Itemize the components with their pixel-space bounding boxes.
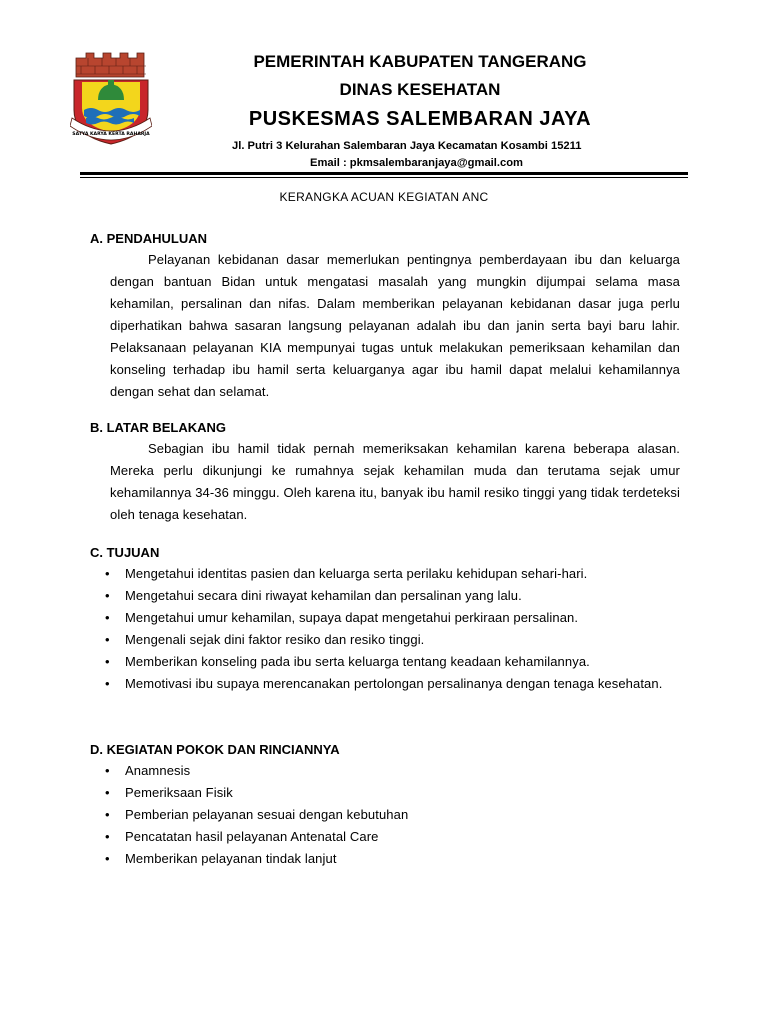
section-heading: D. KEGIATAN POKOK DAN RINCIANNYA — [90, 742, 340, 757]
bullet-icon: • — [105, 851, 110, 866]
section-paragraph: Pelayanan kebidanan dasar memerlukan pentingnya pemberdayaan ibu dan keluarga dengan bantuan Bidan untuk mengatasi masalah yang mungkin dijumpai selama masa kehamilan, persalinan dan nifas. Dalam memberikan pelayanan kebidanan dasar juga perlu diperhatikan bahwa sasaran langsung pelayanan adalah ibu dan janin serta bayi baru lahir. Pelaksanaan pelayanan KIA mempunyai tugas untuk melakukan pemeriksaan kehamilan dan konseling terhadap ibu hamil serta keluarganya agar ibu hamil dapat melalui kehamilannya dengan sehat dan selamat. — [110, 252, 680, 399]
list-item — [105, 804, 680, 826]
letterhead-email: Email : pkmsalembaranjaya@gmail.com — [310, 157, 523, 169]
letterhead-address: Jl. Putri 3 Kelurahan Salembaran Jaya Kecamatan Kosambi 15211 — [232, 140, 582, 152]
list-item-text: Memberikan konseling pada ibu serta keluarga tentang keadaan kehamilannya. — [125, 654, 590, 669]
section-kegiatan-pokok — [90, 740, 680, 870]
list-item — [105, 563, 680, 585]
list-item-text: Pencatatan hasil pelayanan Antenatal Care — [125, 829, 379, 844]
list-item — [105, 673, 680, 695]
list-item — [105, 607, 680, 629]
bullet-icon: • — [105, 676, 110, 691]
list-item — [105, 585, 680, 607]
bullet-icon: • — [105, 654, 110, 669]
list-item — [105, 826, 680, 848]
section-tujuan — [90, 543, 680, 695]
section-heading: B. LATAR BELAKANG — [90, 420, 227, 435]
list-item-text: Anamnesis — [125, 763, 191, 778]
section-pendahuluan — [90, 229, 680, 403]
list-item-text: Mengetahui secara dini riwayat kehamilan dan persalinan yang lalu. — [125, 588, 522, 603]
section-latar-belakang — [90, 418, 680, 526]
letterhead-divider-thick — [80, 172, 688, 175]
list-item — [105, 782, 680, 804]
section-paragraph: Sebagian ibu hamil tidak pernah memeriksakan kehamilan karena beberapa alasan. Mereka perlu dikunjungi ke rumahnya sejak kehamilan muda dan terutama sejak umur kehamilannya 34-36 minggu. Oleh karena itu, banyak ibu hamil resiko tinggi yang tidak terdeteksi oleh tenaga kesehatan. — [110, 441, 680, 522]
bullet-icon: • — [105, 763, 110, 778]
list-item — [105, 760, 680, 782]
bullet-icon: • — [105, 807, 110, 822]
bullet-icon: • — [105, 829, 110, 844]
list-item-text: Mengenali sejak dini faktor resiko dan resiko tinggi. — [125, 632, 425, 647]
list-item-text: Memberikan pelayanan tindak lanjut — [125, 851, 337, 866]
letterhead-puskesmas-title: PUSKESMAS SALEMBARAN JAYA — [248, 108, 592, 130]
bullet-icon: • — [105, 632, 110, 647]
list-item — [105, 848, 680, 870]
section-heading: C. TUJUAN — [90, 545, 160, 560]
list-item-text: Mengetahui umur kehamilan, supaya dapat mengetahui perkiraan persalinan. — [125, 610, 579, 625]
list-item — [105, 629, 680, 651]
tujuan-list — [90, 563, 680, 695]
bullet-icon: • — [105, 588, 110, 603]
list-item-text: Memotivasi ibu supaya merencanakan pertolongan persalinanya dengan tenaga kesehatan. — [125, 676, 663, 691]
bullet-icon: • — [105, 610, 110, 625]
kegiatan-list — [90, 760, 680, 870]
list-item-text: Pemberian pelayanan sesuai dengan kebutuhan — [125, 807, 409, 822]
logo-motto-text: SATYA KARYA KERTA RAHARJA — [72, 132, 150, 137]
letterhead-divider-thin — [80, 177, 688, 178]
list-item-text: Mengetahui identitas pasien dan keluarga serta perilaku kehidupan sehari-hari. — [125, 566, 588, 581]
bullet-icon: • — [105, 785, 110, 800]
letterhead-department-title: DINAS KESEHATAN — [339, 80, 501, 99]
section-heading: A. PENDAHULUAN — [90, 231, 207, 246]
kabupaten-tangerang-emblem-logo — [70, 52, 152, 148]
bullet-icon: • — [105, 566, 110, 581]
list-item-text: Pemeriksaan Fisik — [125, 785, 233, 800]
list-item — [105, 651, 680, 673]
document-title: KERANGKA ACUAN KEGIATAN ANC — [279, 190, 489, 204]
letterhead-government-title: PEMERINTAH KABUPATEN TANGERANG — [253, 52, 587, 71]
